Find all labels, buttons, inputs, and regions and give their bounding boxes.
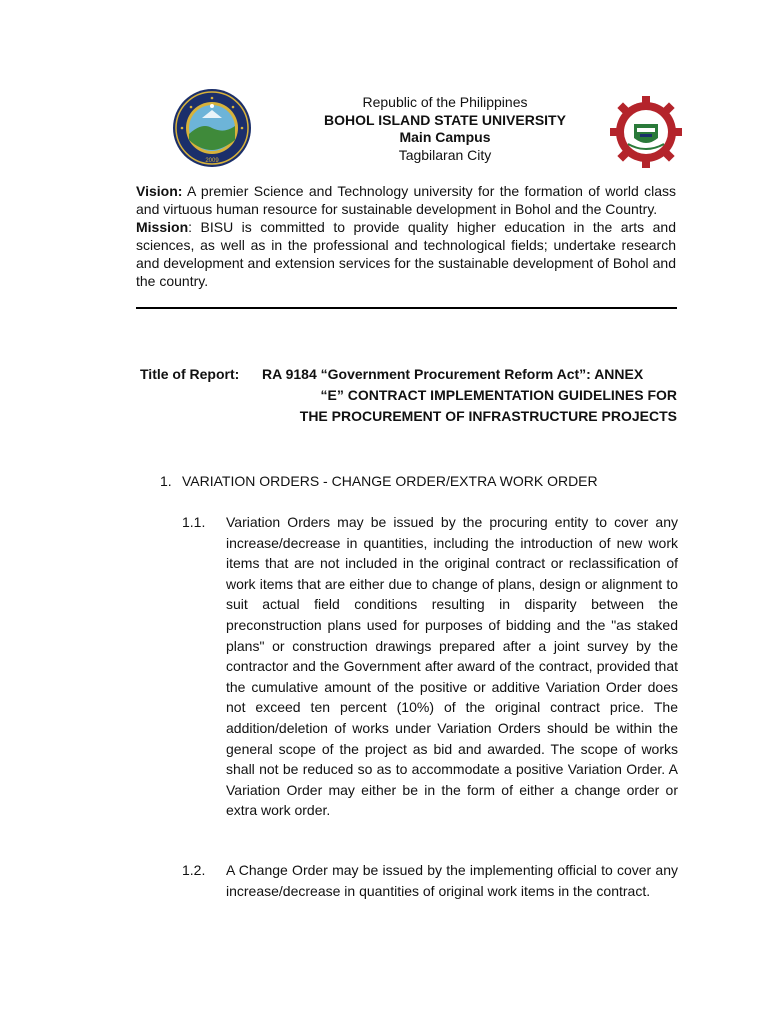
section-heading [160, 472, 598, 490]
item-text: A Change Order may be issued by the implementing official to cover any increase/decrease in quantities of original work items in the contract. [226, 862, 678, 899]
college-gear-seal-icon [610, 94, 682, 170]
item-number: 1.1. [182, 514, 206, 530]
report-title-label: Title of Report: [140, 366, 240, 382]
seal-year: 2009 [205, 158, 219, 164]
vision-paragraph [136, 182, 676, 218]
header-city: Tagbilaran City [398, 146, 492, 163]
section-number: 1. [160, 473, 172, 489]
item-text: Variation Orders may be issued by the procuring entity to cover any increase/decrease in quantities, including the introduction of new work items that are not included in the original contract or reclassification of work items that are either due to change of plans, design or alignment to suit actual field conditions resulting in disparity between the preconstruction plans used for purposes of bidding and the "as staked plans" or construction drawings prepared after a joint survey by the contractor and the Government after award of the contract, provided that the cumulative amount of the positive or additive Variation Order does not exceed ten percent (10%) of the original contract price. The addition/deletion of works under Variation Orders should be within the general scope of the project as bid and awarded. The scope of works shall not be reduced so as to accommodate a positive Variation Order. A Variation Order may either be in the form of either a change order or extra work order. [226, 514, 678, 819]
list-item [182, 512, 678, 821]
mission-label: Mission [136, 219, 189, 235]
header-campus: Main Campus [399, 129, 491, 145]
report-title-line-1: RA 9184 “Government Procurement Reform Act”: ANNEX [262, 366, 644, 382]
vision-mission-block [136, 182, 676, 290]
mission-text: : BISU is committed to provide quality higher education in the arts and sciences, as well as in the professional and technological fields; undertake research and development and extension services for the sustainable development of Bohol and the country. [136, 219, 676, 289]
item-number: 1.2. [182, 862, 206, 878]
header-university: BOHOL ISLAND STATE UNIVERSITY [324, 111, 566, 128]
header-divider [136, 307, 677, 309]
vision-label: Vision: [136, 183, 183, 199]
university-seal-icon [172, 88, 252, 168]
report-title-line-2: “E” CONTRACT IMPLEMENTATION GUIDELINES FOR [320, 387, 677, 403]
header-republic: Republic of the Philippines [362, 94, 528, 110]
institution-header [290, 94, 600, 164]
vision-text: A premier Science and Technology university for the formation of world class and virtuous human resource for sustainable development in Bohol and the Country. [136, 183, 676, 217]
section-heading-text: VARIATION ORDERS - CHANGE ORDER/EXTRA WORK ORDER [182, 473, 598, 489]
mission-paragraph [136, 218, 676, 290]
report-title [262, 364, 677, 427]
report-title-line-3: THE PROCUREMENT OF INFRASTRUCTURE PROJECTS [299, 408, 677, 424]
list-item [182, 860, 678, 901]
